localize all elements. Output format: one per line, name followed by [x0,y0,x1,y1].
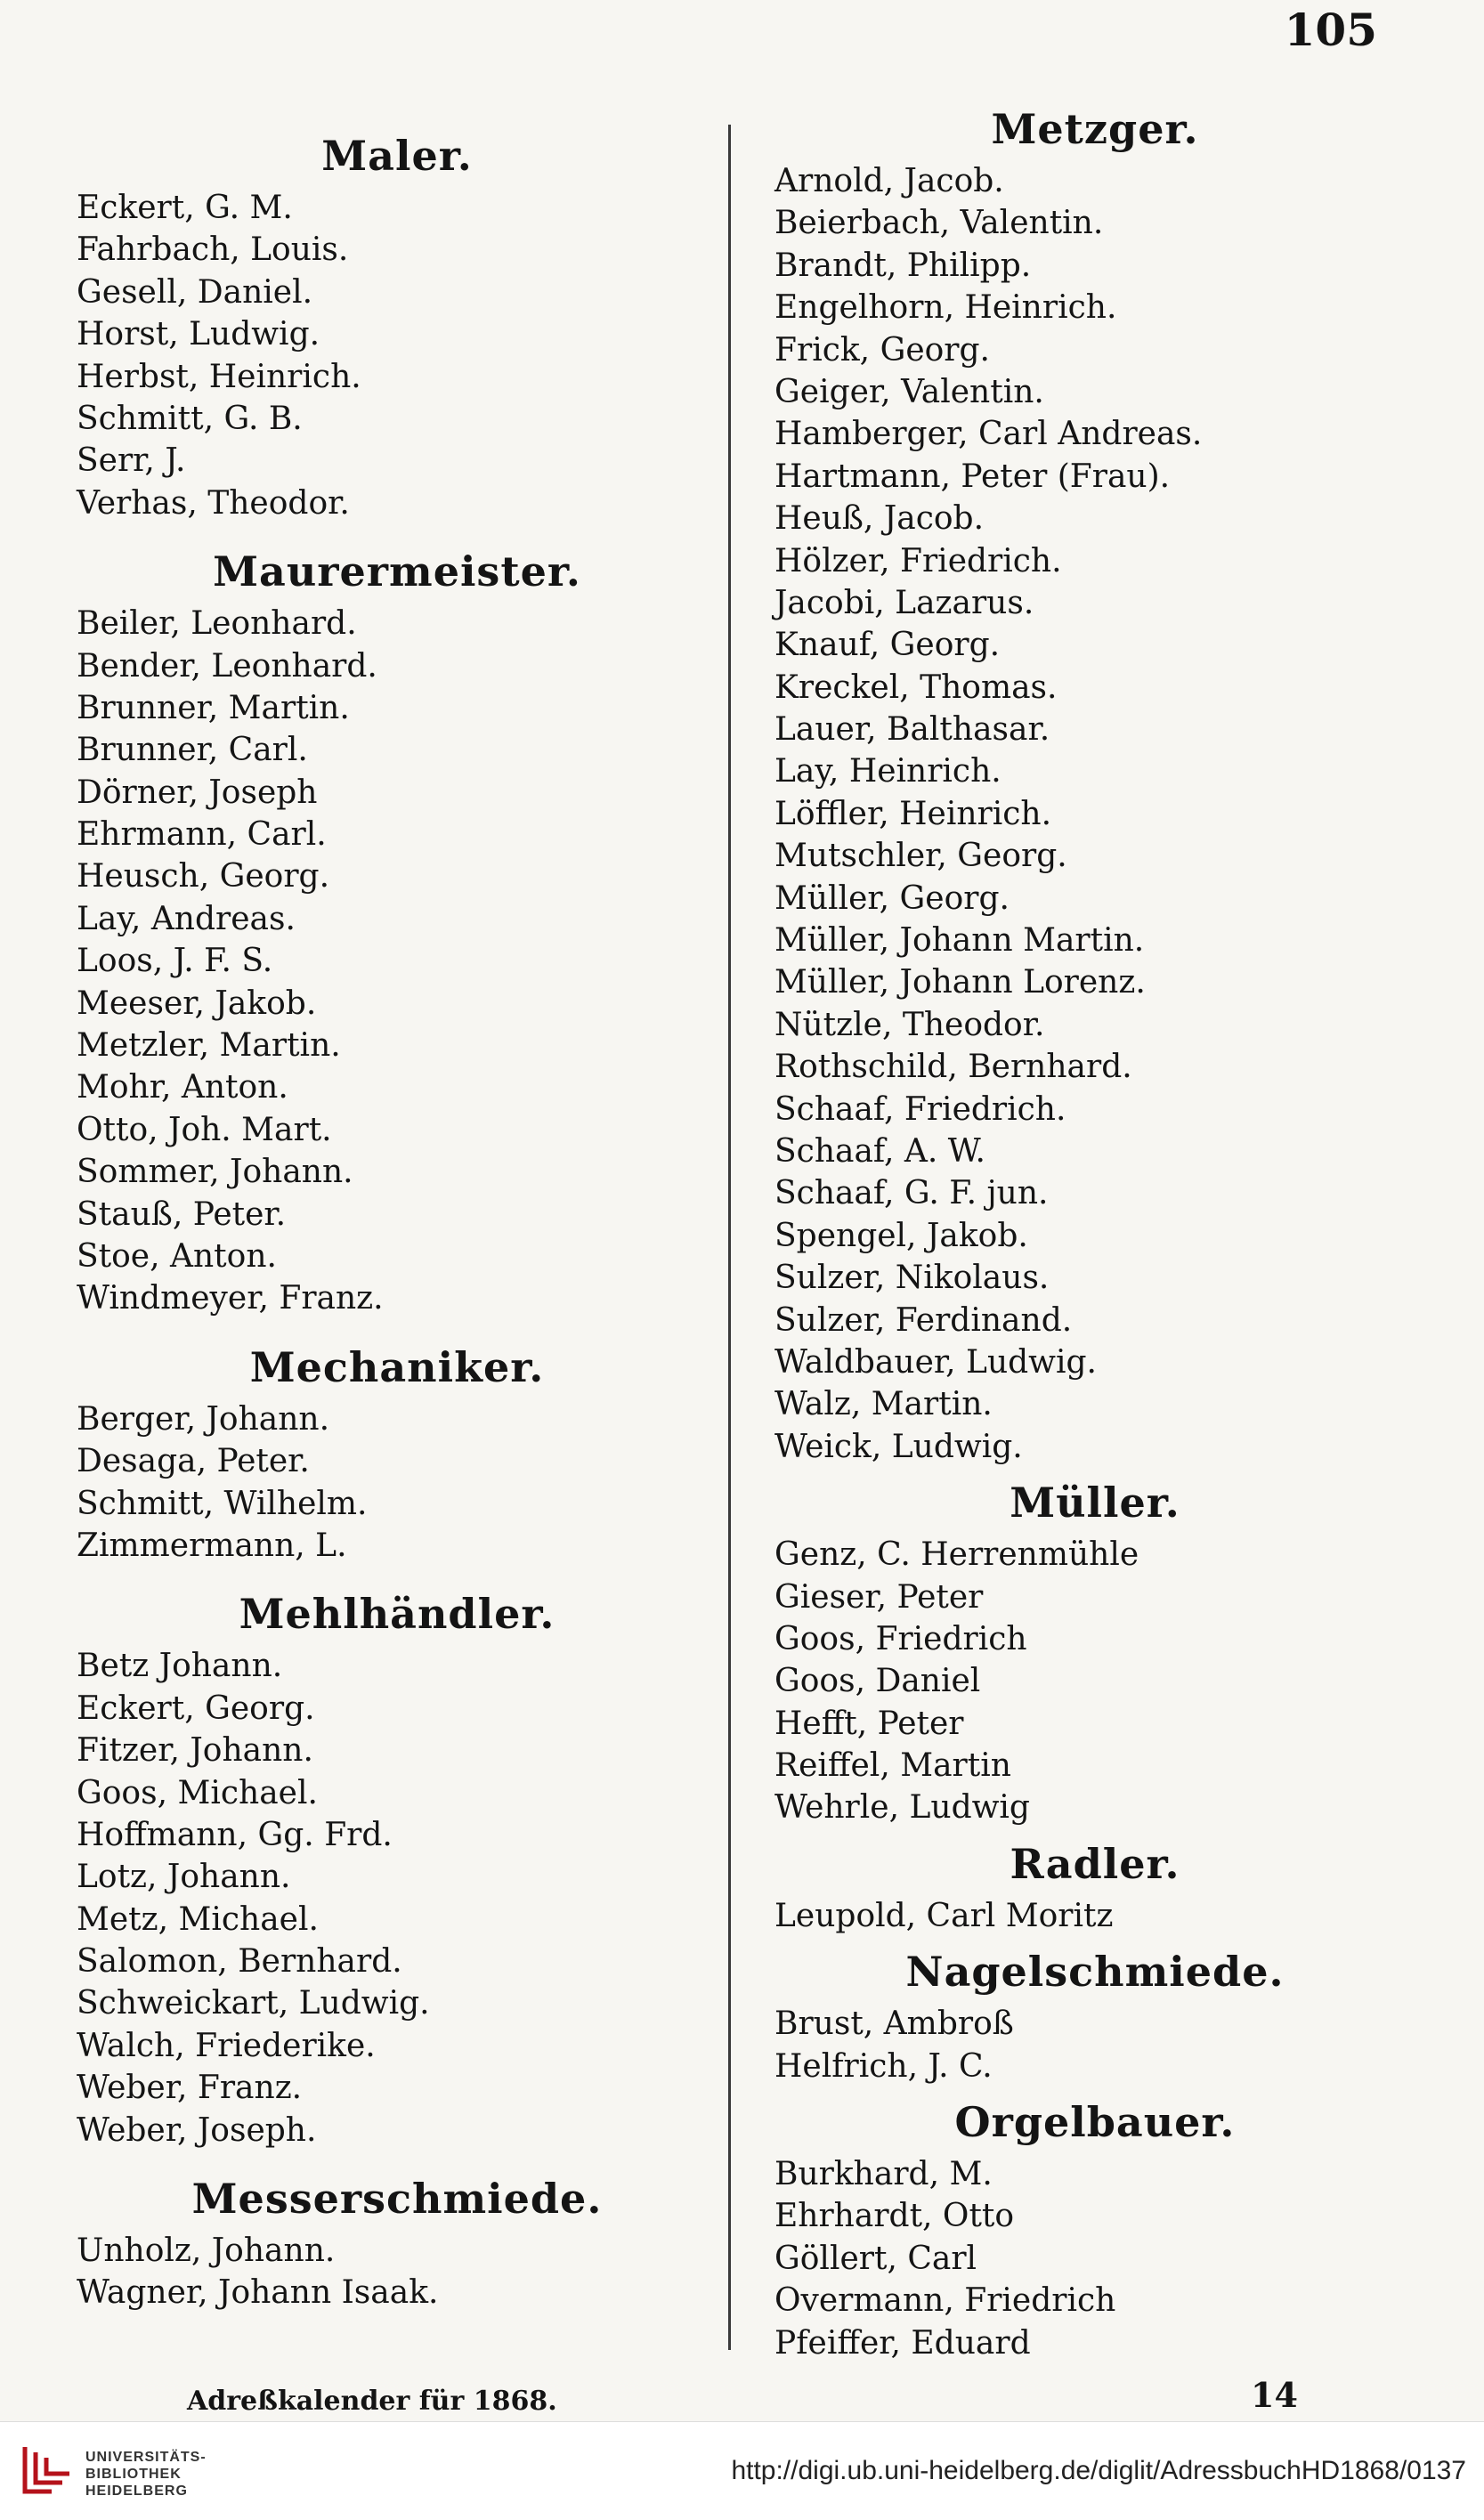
list-item: Horst, Ludwig. [77,316,320,353]
left-column [77,125,718,2330]
entry-list [77,2230,718,2314]
list-item: Arnold, Jacob. [774,163,1004,199]
section-heading: Metzger. [991,105,1199,153]
list-item: Hefft, Peter [774,1705,964,1742]
list-item: Fahrbach, Louis. [77,231,349,269]
list-item: Serr, J. [77,442,186,480]
list-item: Löffler, Heinrich. [774,795,1052,832]
list-item: Sommer, Johann. [77,1154,353,1191]
trade-section [774,2091,1415,2364]
section-heading: Orgelbauer. [954,2098,1236,2147]
list-item: Metzler, Martin. [77,1027,341,1065]
entry-list [774,2153,1415,2364]
list-item: Bender, Leonhard. [77,647,377,685]
list-item: Rothschild, Bernhard. [774,1049,1132,1086]
section-heading: Müller. [1010,1479,1180,1527]
list-item: Kreckel, Thomas. [774,668,1058,706]
list-item: Schaaf, A. W. [774,1132,985,1170]
trade-section [77,1336,718,1568]
section-heading: Maurermeister. [213,547,581,596]
list-item: Unholz, Johann. [77,2232,336,2270]
section-heading: Messerschmiede. [191,2175,603,2224]
trade-section [774,1471,1415,1829]
list-item: Lauer, Balthasar. [774,711,1050,749]
list-item: Hölzer, Friedrich. [774,542,1062,579]
library-name-line: HEIDELBERG [85,2484,188,2499]
list-item: Müller, Georg. [774,879,1010,917]
list-item: Verhas, Theodor. [77,484,350,522]
list-item: Nützle, Theodor. [774,1006,1045,1043]
list-item: Reiffel, Martin [774,1747,1011,1785]
source-url-link[interactable]: http://digi.ub.uni-heidelberg.de/diglit/AdressbuchHD1868/0137 [731,2456,1466,2485]
section-heading: Nagelschmiede. [905,1948,1285,1997]
entry-list [774,160,1415,1468]
list-item: Burkhard, M. [774,2156,993,2193]
list-item: Betz Johann. [77,1648,283,1685]
list-item: Genz, C. Herrenmühle [774,1536,1139,1574]
sheet-signature: 14 [1251,2375,1298,2415]
list-item: Brust, Ambroß [774,2005,1014,2043]
list-item: Knauf, Georg. [774,627,1001,664]
list-item: Windmeyer, Franz. [77,1280,384,1317]
list-item: Göllert, Carl [774,2240,977,2277]
list-item: Eckert, G. M. [77,190,293,226]
list-item: Goos, Daniel [774,1663,981,1700]
library-name-line: BIBLIOTHEK [85,2467,182,2482]
list-item: Sulzer, Nikolaus. [774,1260,1050,1297]
list-item: Schaaf, G. F. jun. [774,1175,1049,1212]
list-item: Heuß, Jacob. [774,500,985,538]
list-item: Walz, Martin. [774,1386,993,1423]
list-item: Weber, Joseph. [77,2111,317,2149]
library-name-line: UNIVERSITÄTS- [85,2450,207,2465]
list-item: Lay, Heinrich. [774,753,1001,790]
list-item: Goos, Michael. [77,1774,318,1811]
list-item: Helfrich, J. C. [774,2047,993,2085]
list-item: Beiler, Leonhard. [77,605,357,643]
section-heading: Radler. [1010,1839,1180,1888]
list-item: Pfeiffer, Eduard [774,2324,1031,2362]
list-item: Frick, Georg. [774,331,990,369]
list-item: Mutschler, Georg. [774,838,1067,875]
trade-section [774,1941,1415,2087]
list-item: Goos, Friedrich [774,1620,1027,1657]
list-item: Zimmermann, L. [77,1527,347,1564]
list-item: Leupold, Carl Moritz [774,1897,1114,1934]
list-item: Engelhorn, Heinrich. [774,289,1117,327]
trade-section [77,540,718,1320]
list-item: Gieser, Peter [774,1578,984,1616]
list-item: Brandt, Philipp. [774,247,1032,284]
footer-title: Adreßkalender für 1868. [187,2386,557,2417]
entry-list [77,1645,718,2151]
list-item: Schmitt, Wilhelm. [77,1485,368,1522]
list-item: Eckert, Georg. [77,1689,315,1727]
entry-list [774,2003,1415,2087]
list-item: Gesell, Daniel. [77,273,313,311]
list-item: Ehrhardt, Otto [774,2198,1015,2235]
entry-list [77,1398,718,1568]
list-item: Dörner, Joseph [77,774,318,811]
list-item: Weick, Ludwig. [774,1428,1023,1465]
entry-list [77,603,718,1320]
page-number: 105 [1284,4,1377,56]
library-bar [0,2421,1484,2520]
list-item: Berger, Johann. [77,1400,330,1438]
list-item: Stauß, Peter. [77,1195,287,1233]
list-item: Desaga, Peter. [77,1443,310,1480]
section-heading: Mechaniker. [249,1342,545,1391]
list-item: Jacobi, Lazarus. [774,584,1034,621]
list-item: Hoffmann, Gg. Frd. [77,1816,393,1853]
list-item: Geiger, Valentin. [774,373,1044,410]
list-item: Ehrmann, Carl. [77,816,327,854]
list-item: Lay, Andreas. [77,900,296,937]
list-item: Lotz, Johann. [77,1859,291,1896]
library-name [85,2449,207,2500]
list-item: Schaaf, Friedrich. [774,1090,1066,1128]
list-item: Herbst, Heinrich. [77,358,361,395]
list-item: Müller, Johann Martin. [774,922,1145,960]
list-item: Brunner, Martin. [77,689,350,726]
list-item: Salomon, Bernhard. [77,1943,402,1981]
list-item: Müller, Johann Lorenz. [774,964,1146,1001]
trade-section [77,2168,718,2314]
list-item: Fitzer, Johann. [77,1732,313,1770]
entry-list [774,1534,1415,1829]
section-heading: Mehlhändler. [239,1590,555,1639]
trade-section [77,125,718,524]
list-item: Waldbauer, Ludwig. [774,1343,1097,1381]
list-item: Brunner, Carl. [77,732,308,769]
list-item: Hamberger, Carl Andreas. [774,416,1203,453]
list-item: Walch, Friederike. [77,2027,376,2064]
list-item: Loos, J. F. S. [77,943,273,980]
list-item: Wehrle, Ludwig [774,1789,1030,1827]
list-item: Overmann, Friedrich [774,2282,1116,2320]
trade-section [77,1583,718,2151]
list-item: Heusch, Georg. [77,858,330,895]
list-item: Mohr, Anton. [77,1069,288,1106]
list-item: Schweickart, Ludwig. [77,1985,430,2022]
entry-list [77,187,718,524]
trade-section [774,1833,1415,1937]
list-item: Stoe, Anton. [77,1237,277,1275]
list-item: Beierbach, Valentin. [774,205,1104,242]
list-item: Otto, Joh. Mart. [77,1111,332,1148]
list-item: Spengel, Jakob. [774,1217,1028,1254]
list-item: Hartmann, Peter (Frau). [774,458,1171,495]
library-logo-icon [16,2442,75,2500]
list-item: Metz, Michael. [77,1900,319,1938]
column-divider [728,125,731,2350]
section-heading: Maler. [321,132,473,180]
entry-list [774,1895,1415,1937]
list-item: Schmitt, G. B. [77,400,303,437]
trade-section [774,98,1415,1468]
list-item: Wagner, Johann Isaak. [77,2274,439,2312]
list-item: Weber, Franz. [77,2070,303,2107]
list-item: Meeser, Jakob. [77,985,317,1022]
right-column [774,98,1415,2368]
list-item: Sulzer, Ferdinand. [774,1301,1073,1339]
